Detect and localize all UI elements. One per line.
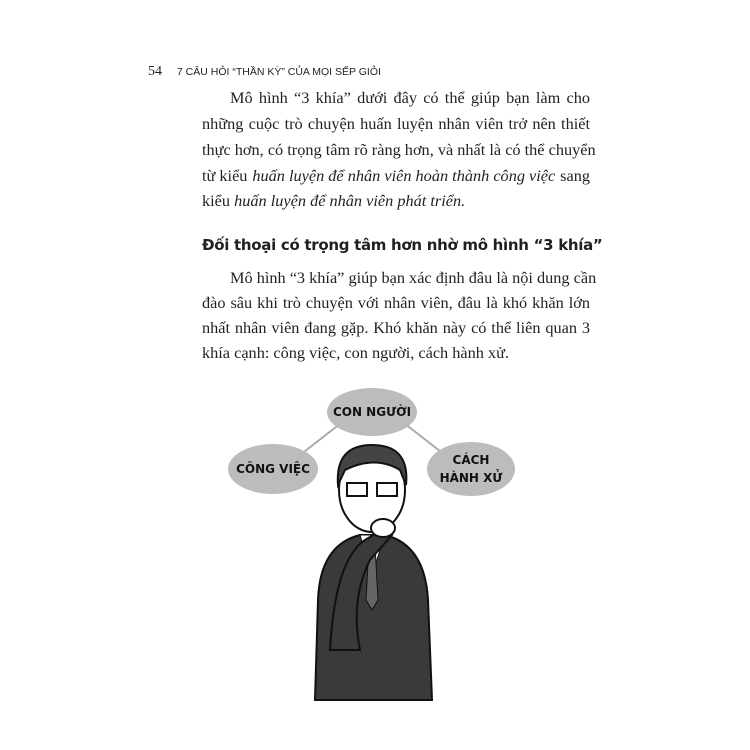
bubble-label: CÁCH — [452, 453, 490, 467]
thinking-man-illustration — [315, 445, 432, 700]
paragraph-line: những cuộc trò chuyện huấn luyện nhân viên trở nên thiết — [202, 114, 590, 133]
text: từ kiểu — [202, 166, 252, 185]
bubble-work — [228, 444, 318, 494]
bubble-label: CON NGƯỜI — [332, 405, 412, 419]
paragraph-line: thực hơn, có trọng tâm rõ ràng hơn, và nhất là có thể chuyển — [202, 140, 596, 159]
page-number: 54 — [148, 64, 162, 79]
text: kiểu — [202, 191, 235, 210]
paragraph-line: đào sâu khi trò chuyện với nhân viên, đâu là khó khăn lớn — [202, 293, 590, 312]
book-title: 7 CÂU HỎI “THẦN KỲ” CỦA MỌI SẾP GIỎI — [176, 66, 381, 78]
paragraph-line: nhất nhân viên đang gặp. Khó khăn này có thể liên quan 3 — [202, 318, 590, 337]
paragraph-line: khía cạnh: công việc, con người, cách hành xử. — [202, 343, 510, 362]
bubble-label: HÀNH XỬ — [439, 471, 503, 485]
paragraph-line: Mô hình “3 khía” dưới đây có thể giúp bạn làm cho — [230, 88, 590, 107]
paragraph-line: Mô hình “3 khía” giúp bạn xác định đâu là nội dung cần — [230, 268, 597, 287]
italic-text: huấn luyện để nhân viên hoàn thành công việc — [252, 166, 556, 185]
text: sang — [556, 166, 590, 185]
bubble-people — [327, 388, 417, 436]
section-heading: Đối thoại có trọng tâm hơn nhờ mô hình “3 khía” — [202, 236, 603, 254]
bubble-label: CÔNG VIỆC — [236, 462, 310, 476]
italic-text: huấn luyện để nhân viên phát triển. — [234, 191, 466, 210]
bubble-behavior — [427, 442, 515, 496]
